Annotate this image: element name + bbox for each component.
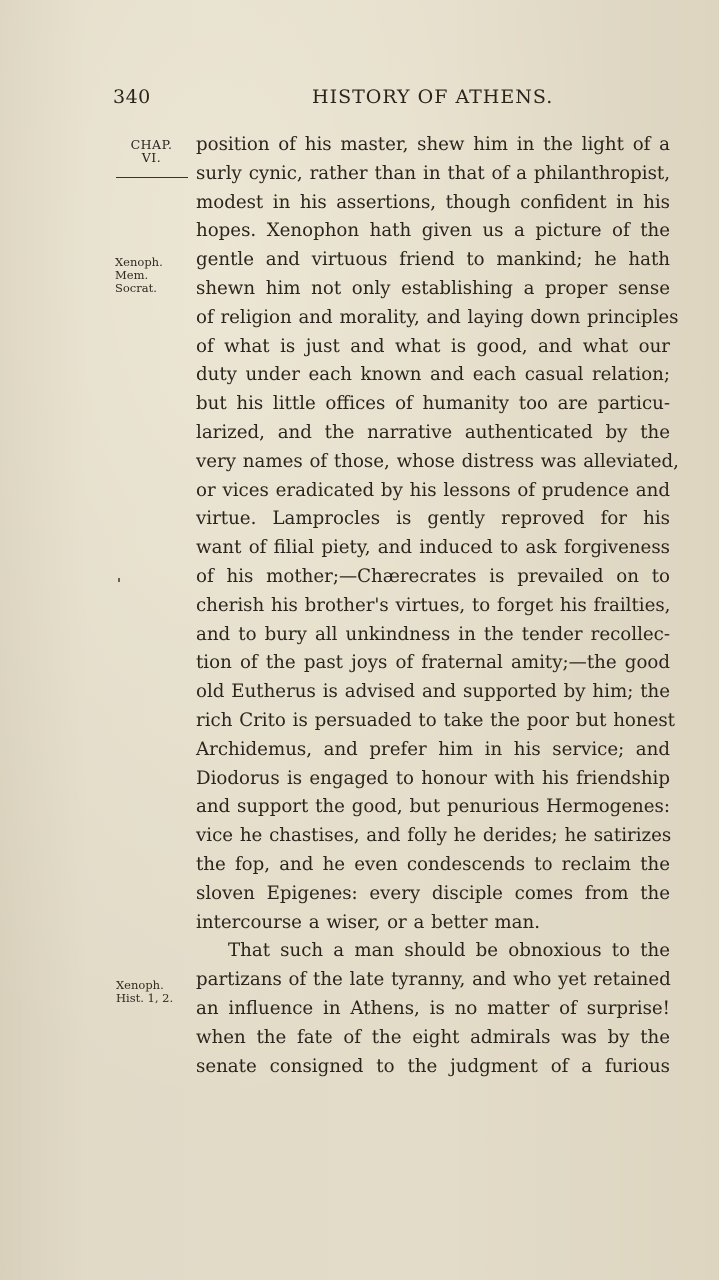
body-line: vice he chastises, and folly he derides; he satirizes bbox=[196, 825, 672, 847]
body-line: shewn him not only establishing a proper sense bbox=[196, 277, 670, 299]
body-line: virtue. Lamprocles is gently reproved for his bbox=[196, 508, 670, 530]
body-line: gentle and virtuous friend to mankind; he hath bbox=[196, 249, 670, 271]
body-line: hopes. Xenophon hath given us a picture of the bbox=[196, 220, 670, 242]
body-line: partizans of the late tyranny, and who yet retained bbox=[196, 969, 671, 991]
body-line: very names of those, whose distress was alleviated, bbox=[196, 450, 679, 472]
body-line: senate consigned to the judgment of a furious bbox=[196, 1055, 670, 1077]
body-line: cherish his brother's virtues, to forget his frailties, bbox=[196, 594, 671, 616]
body-line: position of his master, shew him in the light of a bbox=[196, 134, 670, 155]
body-line: or vices eradicated by his lessons of prudence and bbox=[196, 479, 670, 501]
body-line: an influence in Athens, is no matter of surprise! bbox=[196, 997, 670, 1019]
chapter-label bbox=[129, 138, 174, 164]
body-line: and support the good, but penurious Hermogenes: bbox=[196, 796, 670, 818]
chapter-rule bbox=[116, 177, 188, 178]
body-line: sloven Epigenes: every disciple comes from the bbox=[196, 882, 670, 904]
page-number: 340 bbox=[113, 86, 151, 108]
body-line: when the fate of the eight admirals was by the bbox=[196, 1026, 670, 1048]
body-line: intercourse a wiser, or a better man. bbox=[196, 911, 540, 933]
body-line: That such a man should be obnoxious to the bbox=[228, 940, 670, 962]
margin-note-line: Hist. 1, 2. bbox=[116, 991, 174, 1005]
body-line: Archidemus, and prefer him in his service; and bbox=[196, 738, 670, 760]
running-head: HISTORY OF ATHENS. bbox=[312, 86, 554, 108]
body-line: of what is just and what is good, and what our bbox=[196, 335, 670, 357]
margin-note-xenoph-mem bbox=[115, 256, 195, 295]
margin-note-line: Mem. bbox=[115, 268, 149, 282]
body-line: Diodorus is engaged to honour with his friendship bbox=[196, 767, 670, 789]
chapter-label-text: CHAP. bbox=[130, 137, 173, 152]
body-line: and to bury all unkindness in the tender recollec- bbox=[196, 623, 670, 645]
body-line: want of filial piety, and induced to ask forgiveness bbox=[196, 537, 670, 559]
body-line: rich Crito is persuaded to take the poor but honest bbox=[196, 709, 675, 731]
margin-note-line: Socrat. bbox=[115, 281, 157, 295]
body-line: but his little offices of humanity too are particu- bbox=[196, 393, 670, 415]
margin-note-xenoph-hist bbox=[116, 979, 196, 1005]
body-line: the fop, and he even condescends to reclaim the bbox=[196, 853, 670, 875]
body-line: of his mother;—Chærecrates is prevailed on to bbox=[196, 565, 670, 587]
body-line: modest in his assertions, though confident in his bbox=[196, 191, 670, 213]
body-line: of religion and morality, and laying down principles bbox=[196, 306, 679, 328]
body-line: larized, and the narrative authenticated by the bbox=[196, 421, 670, 443]
body-line: tion of the past joys of fraternal amity;—the good bbox=[196, 652, 670, 674]
body-line: surly cynic, rather than in that of a philanthropist, bbox=[196, 162, 670, 184]
chapter-number: VI. bbox=[141, 150, 162, 165]
body-text bbox=[196, 131, 679, 1081]
margin-note-line: Xenoph. bbox=[115, 255, 163, 269]
ink-speck bbox=[118, 578, 120, 582]
page-header bbox=[0, 86, 719, 118]
body-line: duty under each known and each casual relation; bbox=[196, 364, 670, 386]
margin-note-line: Xenoph. bbox=[116, 978, 164, 992]
body-line: old Eutherus is advised and supported by him; the bbox=[196, 681, 670, 703]
